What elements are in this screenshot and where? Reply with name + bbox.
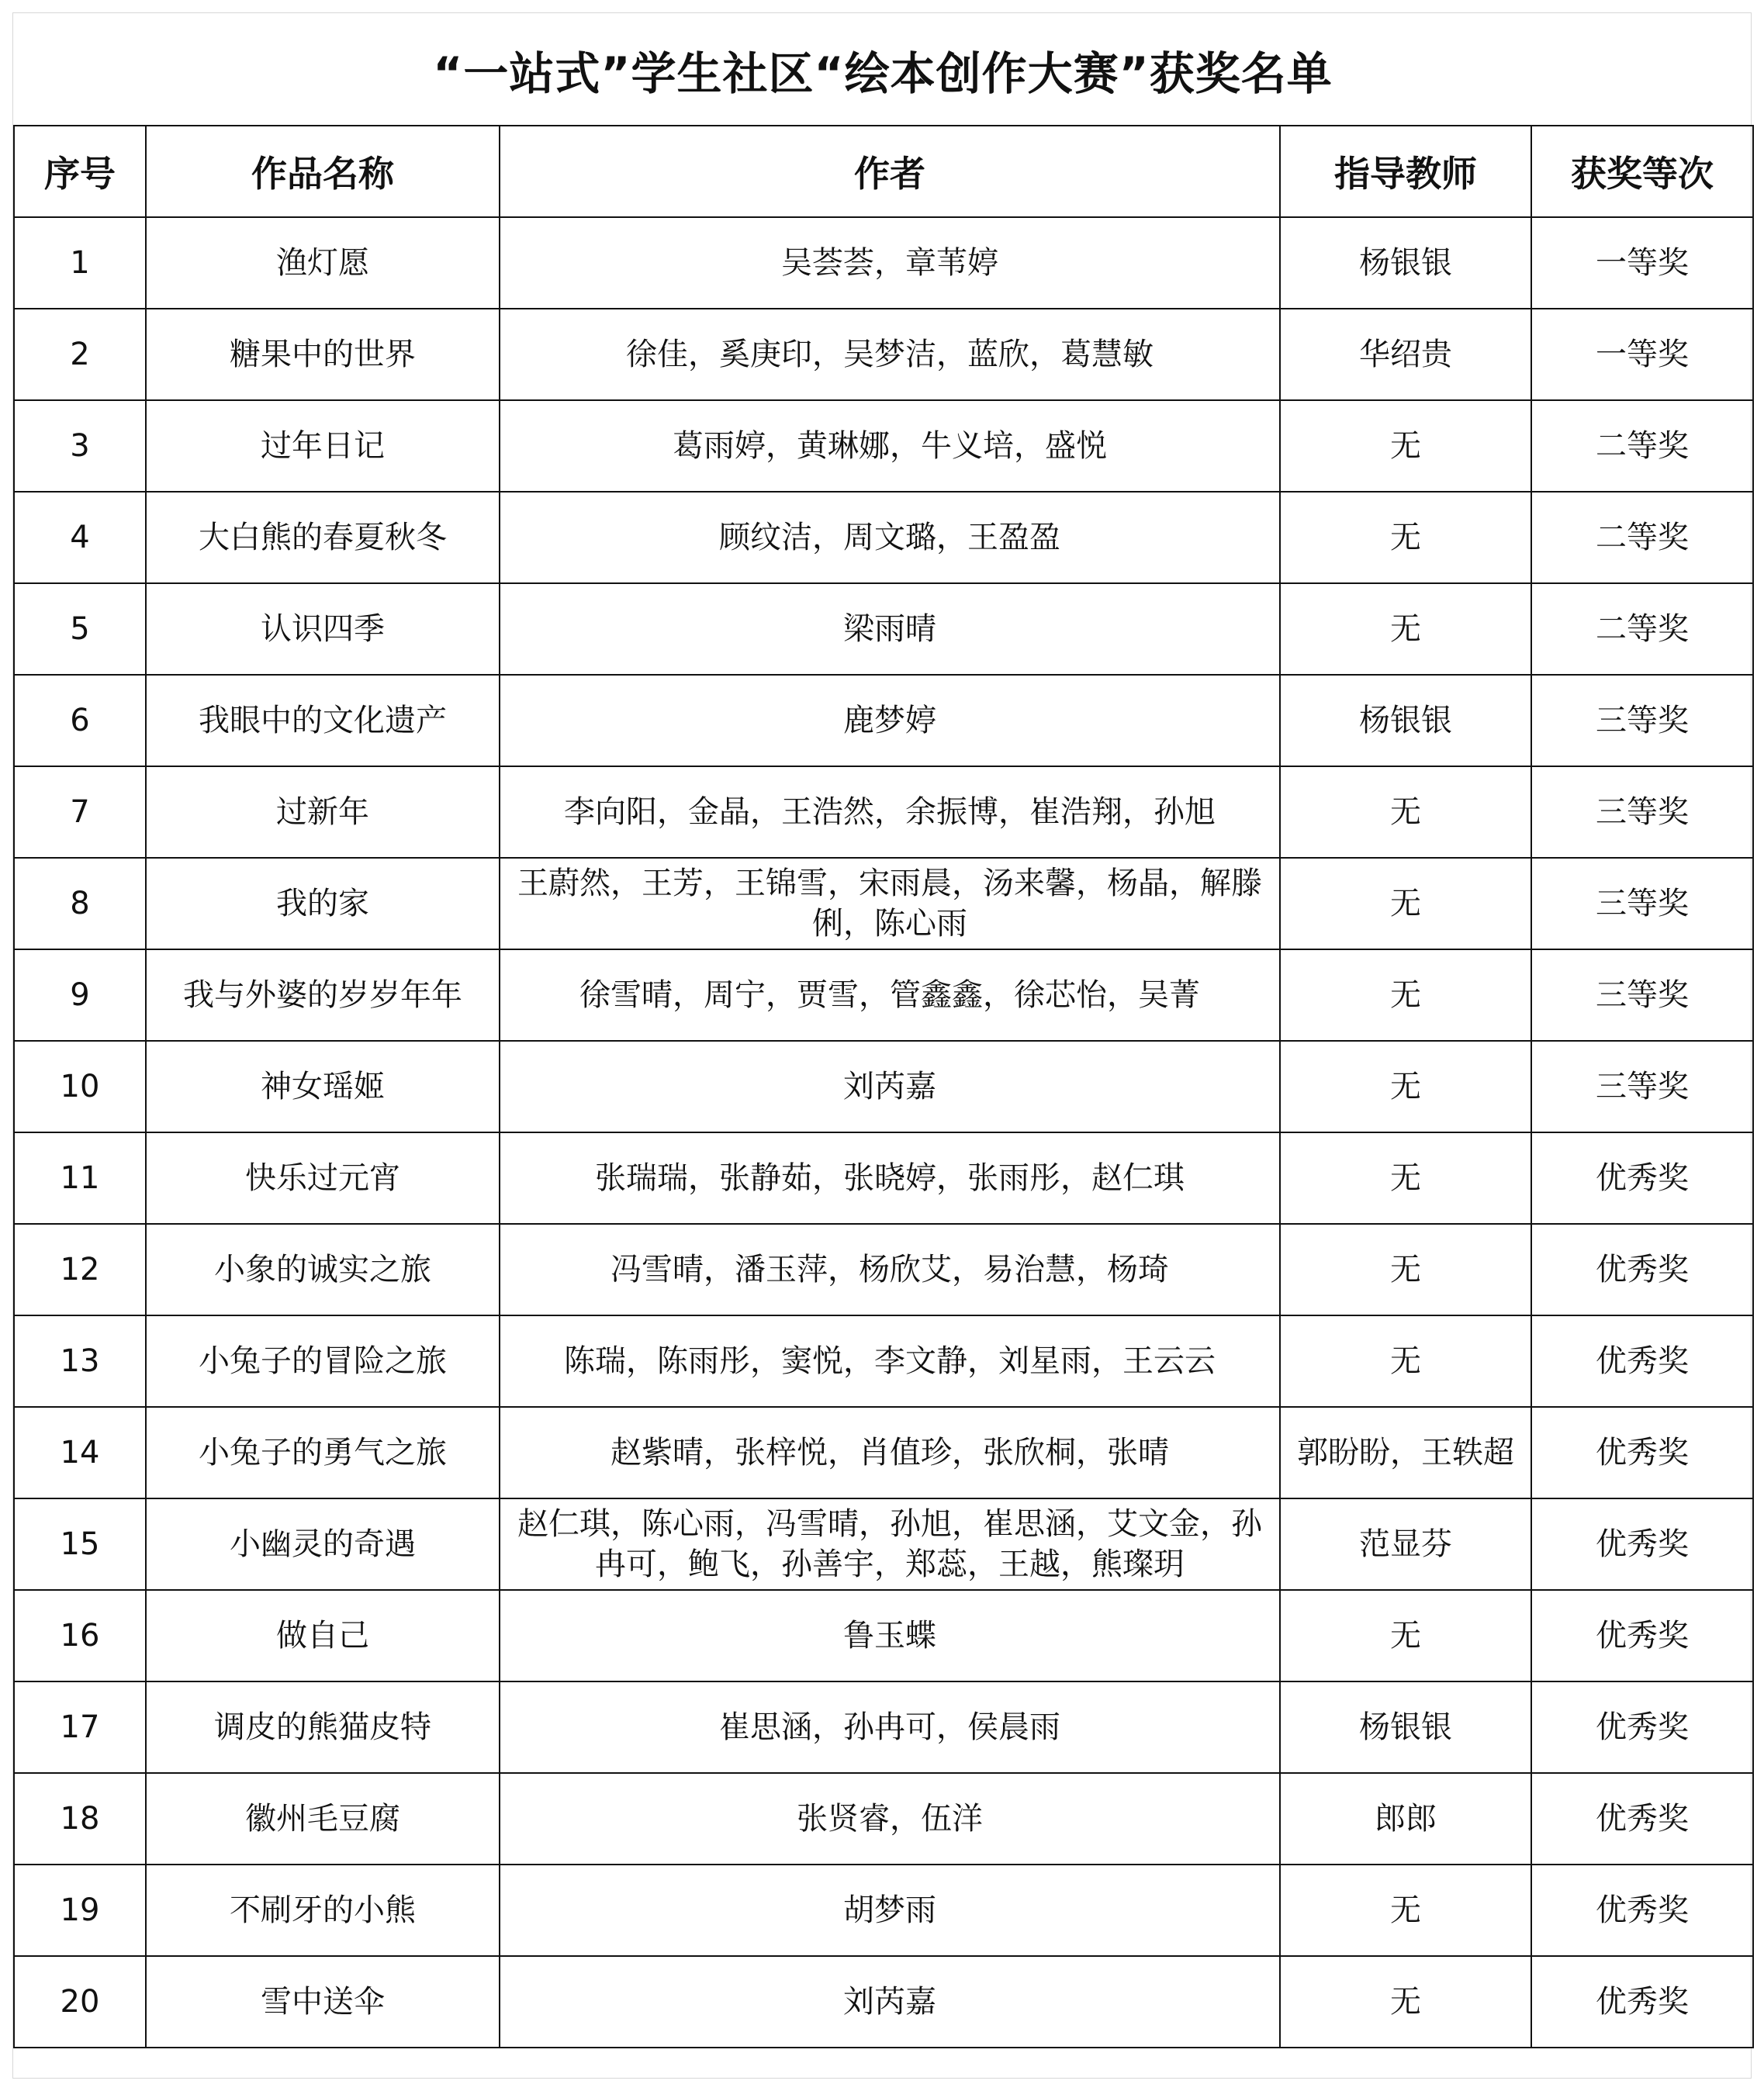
cell-award: 优秀奖 [1531, 1865, 1753, 1956]
header-row [14, 126, 1753, 217]
cell-author: 张瑞瑞，张静茹，张晓婷，张雨彤，赵仁琪 [500, 1132, 1280, 1224]
cell-award: 优秀奖 [1531, 1773, 1753, 1865]
cell-teacher: 杨银银 [1280, 217, 1531, 309]
cell-author: 顾纹洁，周文璐，王盈盈 [500, 492, 1280, 583]
table-row [14, 309, 1753, 400]
table-row [14, 858, 1753, 949]
cell-author: 刘芮嘉 [500, 1956, 1280, 2048]
cell-no: 11 [14, 1132, 146, 1224]
cell-award: 二等奖 [1531, 492, 1753, 583]
cell-work: 过新年 [146, 766, 500, 858]
cell-award: 优秀奖 [1531, 1681, 1753, 1773]
cell-no: 9 [14, 949, 146, 1041]
table-row [14, 1590, 1753, 1681]
cell-work: 小兔子的冒险之旅 [146, 1315, 500, 1407]
header-no: 序号 [14, 126, 146, 217]
cell-teacher: 无 [1280, 1224, 1531, 1315]
cell-award: 优秀奖 [1531, 1590, 1753, 1681]
header-work: 作品名称 [146, 126, 500, 217]
cell-award: 三等奖 [1531, 1041, 1753, 1132]
cell-teacher: 无 [1280, 858, 1531, 949]
cell-teacher: 无 [1280, 766, 1531, 858]
table-row [14, 1681, 1753, 1773]
cell-no: 10 [14, 1041, 146, 1132]
cell-work: 我与外婆的岁岁年年 [146, 949, 500, 1041]
table-row [14, 217, 1753, 309]
cell-author: 赵紫晴，张梓悦，肖值珍，张欣桐，张晴 [500, 1407, 1280, 1498]
cell-no: 3 [14, 400, 146, 492]
cell-award: 一等奖 [1531, 217, 1753, 309]
cell-award: 优秀奖 [1531, 1407, 1753, 1498]
cell-no: 7 [14, 766, 146, 858]
cell-teacher: 无 [1280, 1315, 1531, 1407]
cell-teacher: 杨银银 [1280, 1681, 1531, 1773]
cell-author: 鹿梦婷 [500, 675, 1280, 766]
cell-work: 认识四季 [146, 583, 500, 675]
cell-author: 徐雪晴，周宁，贾雪，管鑫鑫，徐芯怡，吴菁 [500, 949, 1280, 1041]
cell-work: 小兔子的勇气之旅 [146, 1407, 500, 1498]
cell-no: 1 [14, 217, 146, 309]
award-sheet [12, 12, 1752, 2079]
cell-award: 一等奖 [1531, 309, 1753, 400]
cell-no: 14 [14, 1407, 146, 1498]
cell-work: 不刷牙的小熊 [146, 1865, 500, 1956]
cell-award: 三等奖 [1531, 766, 1753, 858]
cell-teacher: 无 [1280, 400, 1531, 492]
table-row [14, 1773, 1753, 1865]
cell-teacher: 无 [1280, 1956, 1531, 2048]
awards-table [13, 125, 1754, 2048]
cell-award: 优秀奖 [1531, 1315, 1753, 1407]
cell-work: 小幽灵的奇遇 [146, 1498, 500, 1590]
cell-no: 15 [14, 1498, 146, 1590]
cell-no: 6 [14, 675, 146, 766]
cell-no: 12 [14, 1224, 146, 1315]
cell-award: 优秀奖 [1531, 1224, 1753, 1315]
cell-no: 2 [14, 309, 146, 400]
cell-author: 李向阳，金晶，王浩然，余振博，崔浩翔，孙旭 [500, 766, 1280, 858]
cell-no: 8 [14, 858, 146, 949]
table-row [14, 492, 1753, 583]
cell-teacher: 无 [1280, 492, 1531, 583]
cell-teacher: 华绍贵 [1280, 309, 1531, 400]
cell-author: 吴荟荟，章苇婷 [500, 217, 1280, 309]
cell-no: 18 [14, 1773, 146, 1865]
cell-teacher: 无 [1280, 1132, 1531, 1224]
cell-work: 我的家 [146, 858, 500, 949]
cell-author: 冯雪晴，潘玉萍，杨欣艾，易治慧，杨琦 [500, 1224, 1280, 1315]
cell-teacher: 无 [1280, 1865, 1531, 1956]
cell-work: 徽州毛豆腐 [146, 1773, 500, 1865]
cell-no: 19 [14, 1865, 146, 1956]
cell-no: 4 [14, 492, 146, 583]
table-row [14, 1132, 1753, 1224]
cell-award: 三等奖 [1531, 675, 1753, 766]
cell-teacher: 郭盼盼，王轶超 [1280, 1407, 1531, 1498]
cell-teacher: 无 [1280, 949, 1531, 1041]
cell-work: 雪中送伞 [146, 1956, 500, 2048]
cell-author: 梁雨晴 [500, 583, 1280, 675]
table-row [14, 949, 1753, 1041]
table-row [14, 1498, 1753, 1590]
cell-teacher: 无 [1280, 1041, 1531, 1132]
table-row [14, 583, 1753, 675]
cell-no: 17 [14, 1681, 146, 1773]
cell-award: 优秀奖 [1531, 1498, 1753, 1590]
cell-work: 做自己 [146, 1590, 500, 1681]
cell-author: 崔思涵，孙冉可，侯晨雨 [500, 1681, 1280, 1773]
cell-teacher: 无 [1280, 583, 1531, 675]
cell-award: 三等奖 [1531, 858, 1753, 949]
table-row [14, 1956, 1753, 2048]
cell-teacher: 无 [1280, 1590, 1531, 1681]
cell-author: 刘芮嘉 [500, 1041, 1280, 1132]
cell-teacher: 郎郎 [1280, 1773, 1531, 1865]
table-row [14, 400, 1753, 492]
cell-teacher: 杨银银 [1280, 675, 1531, 766]
cell-award: 二等奖 [1531, 583, 1753, 675]
cell-author: 鲁玉蝶 [500, 1590, 1280, 1681]
cell-award: 三等奖 [1531, 949, 1753, 1041]
cell-work: 神女瑶姬 [146, 1041, 500, 1132]
table-row [14, 1865, 1753, 1956]
cell-work: 快乐过元宵 [146, 1132, 500, 1224]
table-row [14, 1407, 1753, 1498]
table-row [14, 766, 1753, 858]
table-row [14, 1315, 1753, 1407]
header-teacher: 指导教师 [1280, 126, 1531, 217]
cell-author: 徐佳，奚庚印，吴梦洁，蓝欣，葛慧敏 [500, 309, 1280, 400]
cell-work: 我眼中的文化遗产 [146, 675, 500, 766]
page-title: “一站式”学生社区“绘本创作大赛”获奖名单 [433, 47, 1333, 100]
table-row [14, 675, 1753, 766]
header-author: 作者 [500, 126, 1280, 217]
table-row [14, 1224, 1753, 1315]
cell-author: 陈瑞，陈雨彤，窦悦，李文静，刘星雨，王云云 [500, 1315, 1280, 1407]
cell-author: 胡梦雨 [500, 1865, 1280, 1956]
cell-no: 20 [14, 1956, 146, 2048]
table-row [14, 1041, 1753, 1132]
cell-work: 大白熊的春夏秋冬 [146, 492, 500, 583]
cell-work: 调皮的熊猫皮特 [146, 1681, 500, 1773]
cell-award: 优秀奖 [1531, 1956, 1753, 2048]
cell-work: 小象的诚实之旅 [146, 1224, 500, 1315]
cell-author: 赵仁琪，陈心雨，冯雪晴，孙旭，崔思涵，艾文金，孙冉可，鲍飞，孙善宇，郑蕊，王越，熊璨玥 [500, 1498, 1280, 1590]
cell-author: 王蔚然，王芳，王锦雪，宋雨晨，汤来馨，杨晶，解滕俐，陈心雨 [500, 858, 1280, 949]
cell-award: 二等奖 [1531, 400, 1753, 492]
cell-award: 优秀奖 [1531, 1132, 1753, 1224]
cell-no: 13 [14, 1315, 146, 1407]
cell-author: 葛雨婷，黄琳娜，牛义培，盛悦 [500, 400, 1280, 492]
header-award: 获奖等次 [1531, 126, 1753, 217]
cell-no: 5 [14, 583, 146, 675]
cell-work: 过年日记 [146, 400, 500, 492]
cell-work: 渔灯愿 [146, 217, 500, 309]
cell-no: 16 [14, 1590, 146, 1681]
cell-teacher: 范显芬 [1280, 1498, 1531, 1590]
cell-author: 张贤睿，伍洋 [500, 1773, 1280, 1865]
cell-work: 糖果中的世界 [146, 309, 500, 400]
